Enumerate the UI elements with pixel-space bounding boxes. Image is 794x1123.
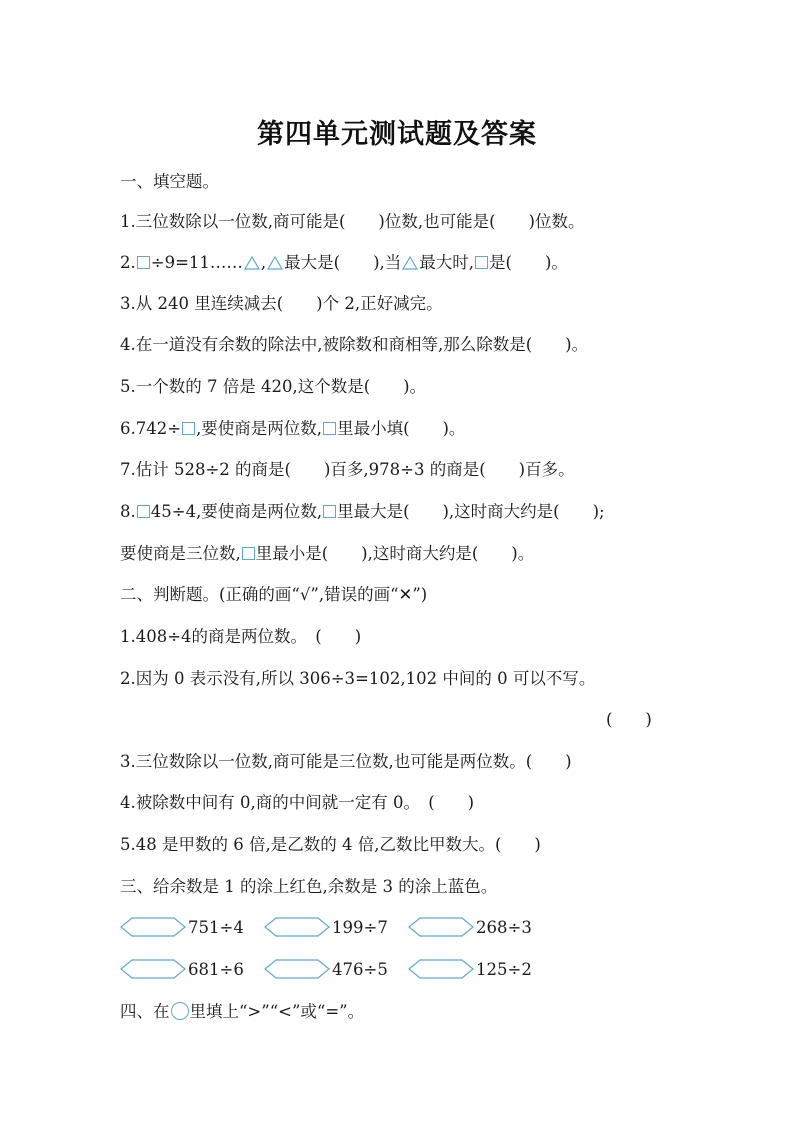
question-2-2: 2.因为 0 表示没有,所以 306÷3=102,102 中间的 0 可以不写。 [120,669,596,688]
hex-item-2 [264,916,388,940]
q8-part-a: 8. [120,502,136,521]
triangle-icon [402,256,418,270]
square-box-icon [323,505,336,518]
question-1-3: 3.从 240 里连续减去( )个 2,正好减完。 [120,294,443,313]
division-expression: 751÷4 [188,918,244,937]
section-2-heading: 二、判断题。(正确的画“√”,错误的画“✕”) [120,585,428,604]
q6-part-b: ,要使商是两位数, [196,419,323,438]
hexagon-icon [120,959,186,979]
q2-part-c: , [260,253,267,272]
circle-icon [171,1002,189,1020]
triangle-icon [244,256,260,270]
hex-item-5 [264,958,388,982]
sec4-part-a: 四、在 [120,1002,170,1021]
hex-item-6 [408,958,532,982]
square-box-icon [475,256,488,269]
q8-part-e: 里最小是( ),这时商大约是( )。 [255,544,535,563]
q6-part-c: 里最小填( )。 [337,419,466,438]
division-expression: 268÷3 [476,918,532,937]
question-1-2 [120,251,568,275]
hex-item-4 [120,958,244,982]
square-box-icon [323,422,336,435]
question-2-5: 5.48 是甲数的 6 倍,是乙数的 4 倍,乙数比甲数大。( ) [120,835,541,854]
question-2-3: 3.三位数除以一位数,商可能是三位数,也可能是两位数。( ) [120,752,572,771]
question-1-8 [120,500,605,524]
square-box-icon [137,505,150,518]
division-expression: 681÷6 [188,960,244,979]
sec4-part-b: 里填上“>”“<”或“=”。 [189,1002,365,1021]
division-expression: 199÷7 [332,918,388,937]
hexagon-icon [264,959,330,979]
hexagon-icon [408,959,474,979]
page-title: 第四单元测试题及答案 [257,119,537,150]
q8-part-b: 45÷4,要使商是两位数, [150,502,323,521]
division-expression: 125÷2 [476,960,532,979]
q2-part-f: 是( )。 [489,253,568,272]
division-expression: 476÷5 [332,960,388,979]
q6-part-a: 6.742÷ [120,419,182,438]
section-1-heading: 一、填空题。 [120,172,219,191]
square-box-icon [137,256,150,269]
q8-part-c: 里最大是( ),这时商大约是( ); [337,502,605,521]
q2-part-b: ÷9=11…… [150,253,243,272]
question-1-4: 4.在一道没有余数的除法中,被除数和商相等,那么除数是( )。 [120,335,589,354]
square-box-icon [242,547,255,560]
q2-part-d: 最大是( ),当 [284,253,402,272]
hex-item-1 [120,916,244,940]
square-box-icon [182,422,195,435]
question-2-2-paren: ( ) [606,710,652,729]
hexagon-icon [408,917,474,937]
hexagon-icon [264,917,330,937]
q2-part-a: 2. [120,253,136,272]
hexagon-icon [120,917,186,937]
question-1-5: 5.一个数的 7 倍是 420,这个数是( )。 [120,377,427,396]
question-2-4: 4.被除数中间有 0,商的中间就一定有 0。 ( ) [120,793,475,812]
q8-part-d: 要使商是三位数, [120,544,241,563]
question-1-8-cont [120,542,534,566]
q2-part-e: 最大时, [419,253,475,272]
hex-item-3 [408,916,532,940]
section-4-heading [120,1000,364,1024]
section-3-heading: 三、给余数是 1 的涂上红色,余数是 3 的涂上蓝色。 [120,877,498,896]
question-1-6 [120,417,465,441]
question-2-1: 1.408÷4的商是两位数。 ( ) [120,627,362,646]
question-1-1: 1.三位数除以一位数,商可能是( )位数,也可能是( )位数。 [120,212,585,231]
triangle-icon [267,256,283,270]
question-1-7: 7.估计 528÷2 的商是( )百多,978÷3 的商是( )百多。 [120,460,575,479]
